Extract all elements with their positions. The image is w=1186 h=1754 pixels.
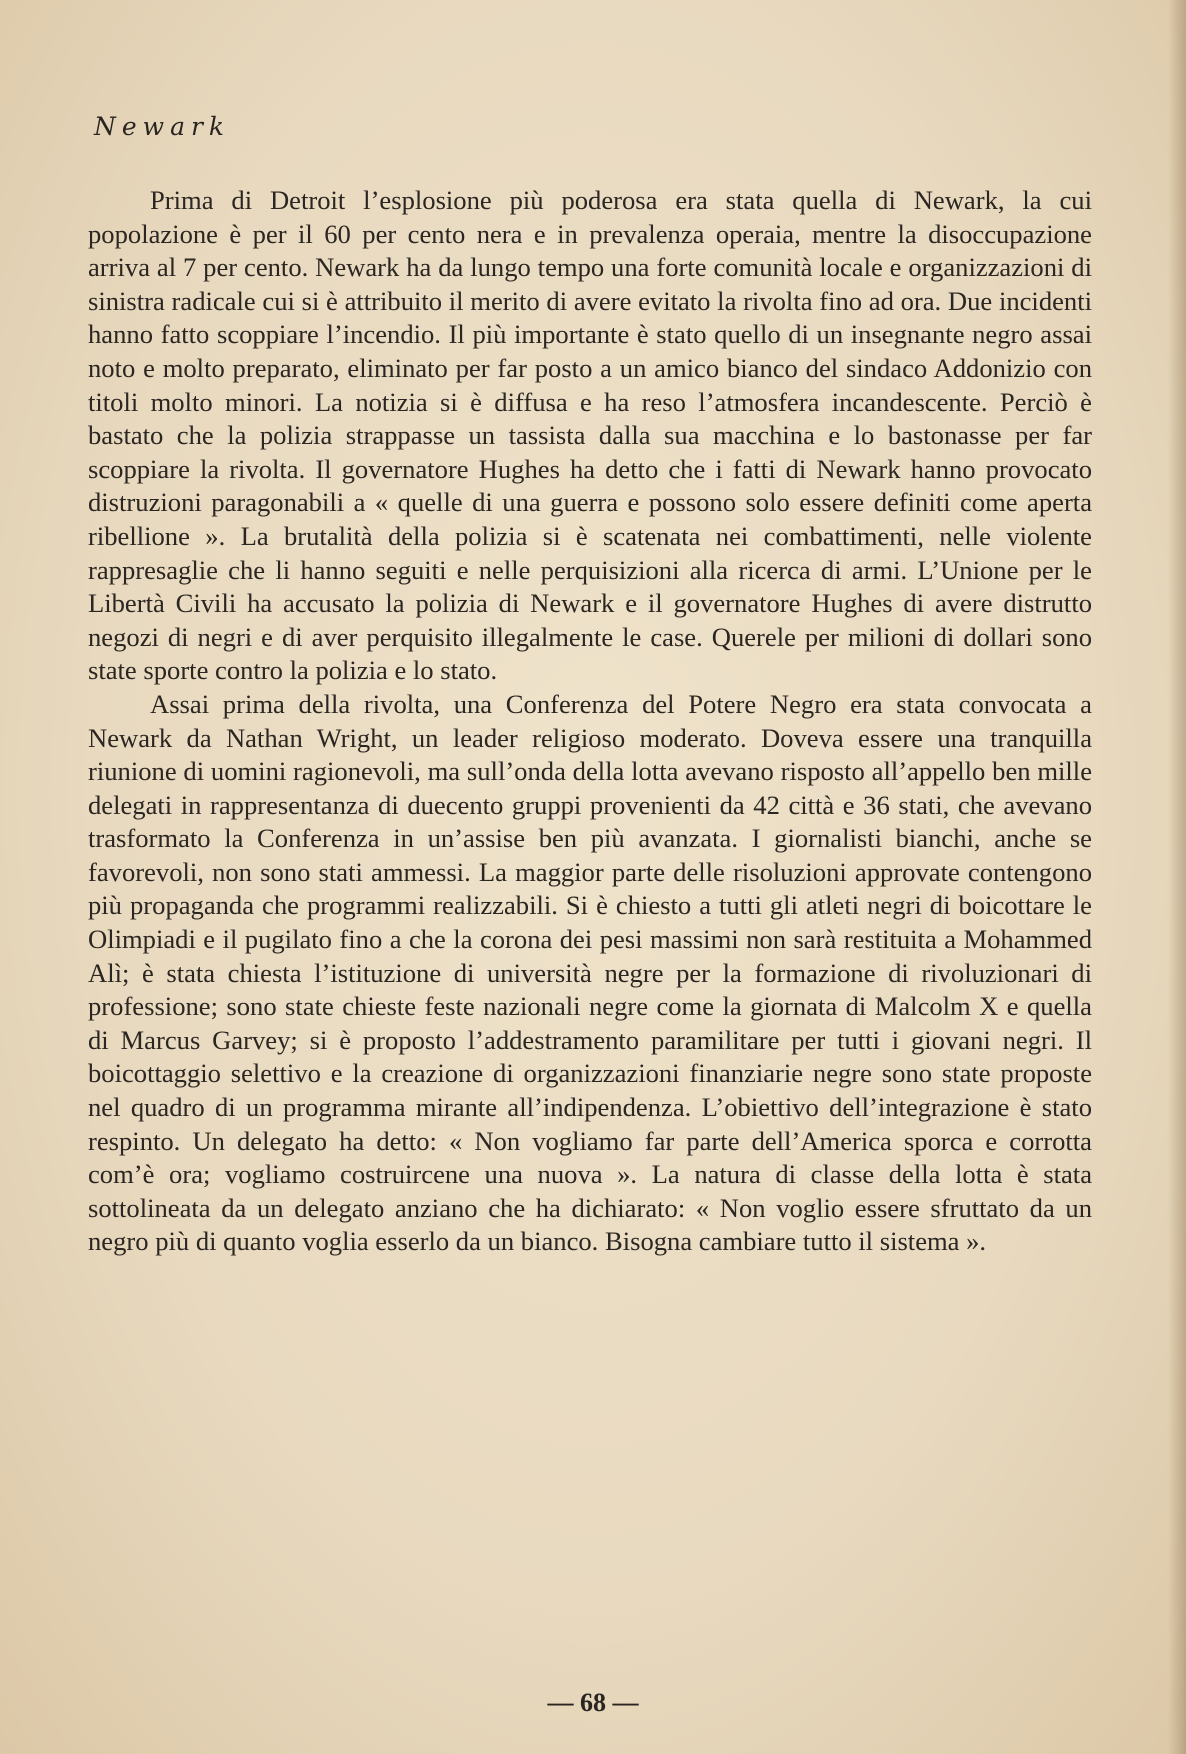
page-edge-shadow: [1168, 0, 1186, 1754]
page-number: — 68 —: [547, 1688, 639, 1717]
body-text: [88, 184, 1092, 1259]
paragraph: Prima di Detroit l’esplosione più poderosa era stata quella di Newark, la cui popolazione è per il 60 per cento nera e in prevalenza operaia, mentre la disoccupazione arriva al 7 per cento. Newark ha da lungo tempo una forte comunità locale e organizzazioni di sinistra radicale cui si è attribuito il merito di avere evitato la rivolta fino ad ora. Due incidenti hanno fatto scoppiare l’incendio. Il più importante è stato quello di un insegnante negro assai noto e molto preparato, eliminato per far posto a un amico bianco del sindaco Addonizio con titoli molto minori. La notizia si è diffusa e ha reso l’atmosfera incandescente. Perciò è bastato che la polizia strappasse un tassista dalla sua macchina e lo bastonasse per far scoppiare la rivolta. Il governatore Hughes ha detto che i fatti di Newark hanno provocato distruzioni paragonabili a « quelle di una guerra e possono solo essere definiti come aperta ribellione ». La brutalità della polizia si è scatenata nei combattimenti, nelle violente rappresaglie che li hanno seguiti e nelle perquisizioni alla ricerca di armi. L’Unione per le Libertà Civili ha accusato la polizia di Newark e il governatore Hughes di avere distrutto negozi di negri e di aver perquisito illegalmente le case. Querele per milioni di dollari sono state sporte contro la polizia e lo stato.: [88, 185, 1092, 686]
running-head: Newark: [94, 112, 231, 141]
paragraph: Assai prima della rivolta, una Conferenza del Potere Negro era stata convocata a Newark da Nathan Wright, un leader religioso moderato. Doveva essere una tranquilla riunione di uomini ragionevoli, ma sull’onda della lotta avevano risposto all’appello ben mille delegati in rappresentanza di duecento gruppi provenienti da 42 città e 36 stati, che avevano trasformato la Conferenza in un’assise ben più avanzata. I giornalisti bianchi, anche se favorevoli, non sono stati ammessi. La maggior parte delle risoluzioni approvate contengono più propaganda che programmi realizzabili. Si è chiesto a tutti gli atleti negri di boicottare le Olimpiadi e il pugilato fino a che la corona dei pesi massimi non sarà restituita a Mohammed Alì; è stata chiesta l’istituzione di università negre per la formazione di rivoluzionari di professione; sono state chieste feste nazionali negre come la giornata di Malcolm X e quella di Marcus Garvey; si è proposto l’addestramento paramilitare per tutti i giovani negri. Il boicottaggio selettivo e la creazione di organizzazioni finanziarie negre sono state proposte nel quadro di un programma mirante all’indipendenza. L’obiettivo dell’integrazione è stato respinto. Un delegato ha detto: « Non vogliamo far parte dell’America sporca e corrotta com’è ora; vogliamo costruircene una nuova ». La natura di classe della lotta è stata sottolineata da un delegato anziano che ha dichiarato: « Non voglio essere sfruttato da un negro più di quanto voglia esserlo da un bianco. Bisogna cambiare tutto il sistema ».: [88, 688, 1092, 1257]
